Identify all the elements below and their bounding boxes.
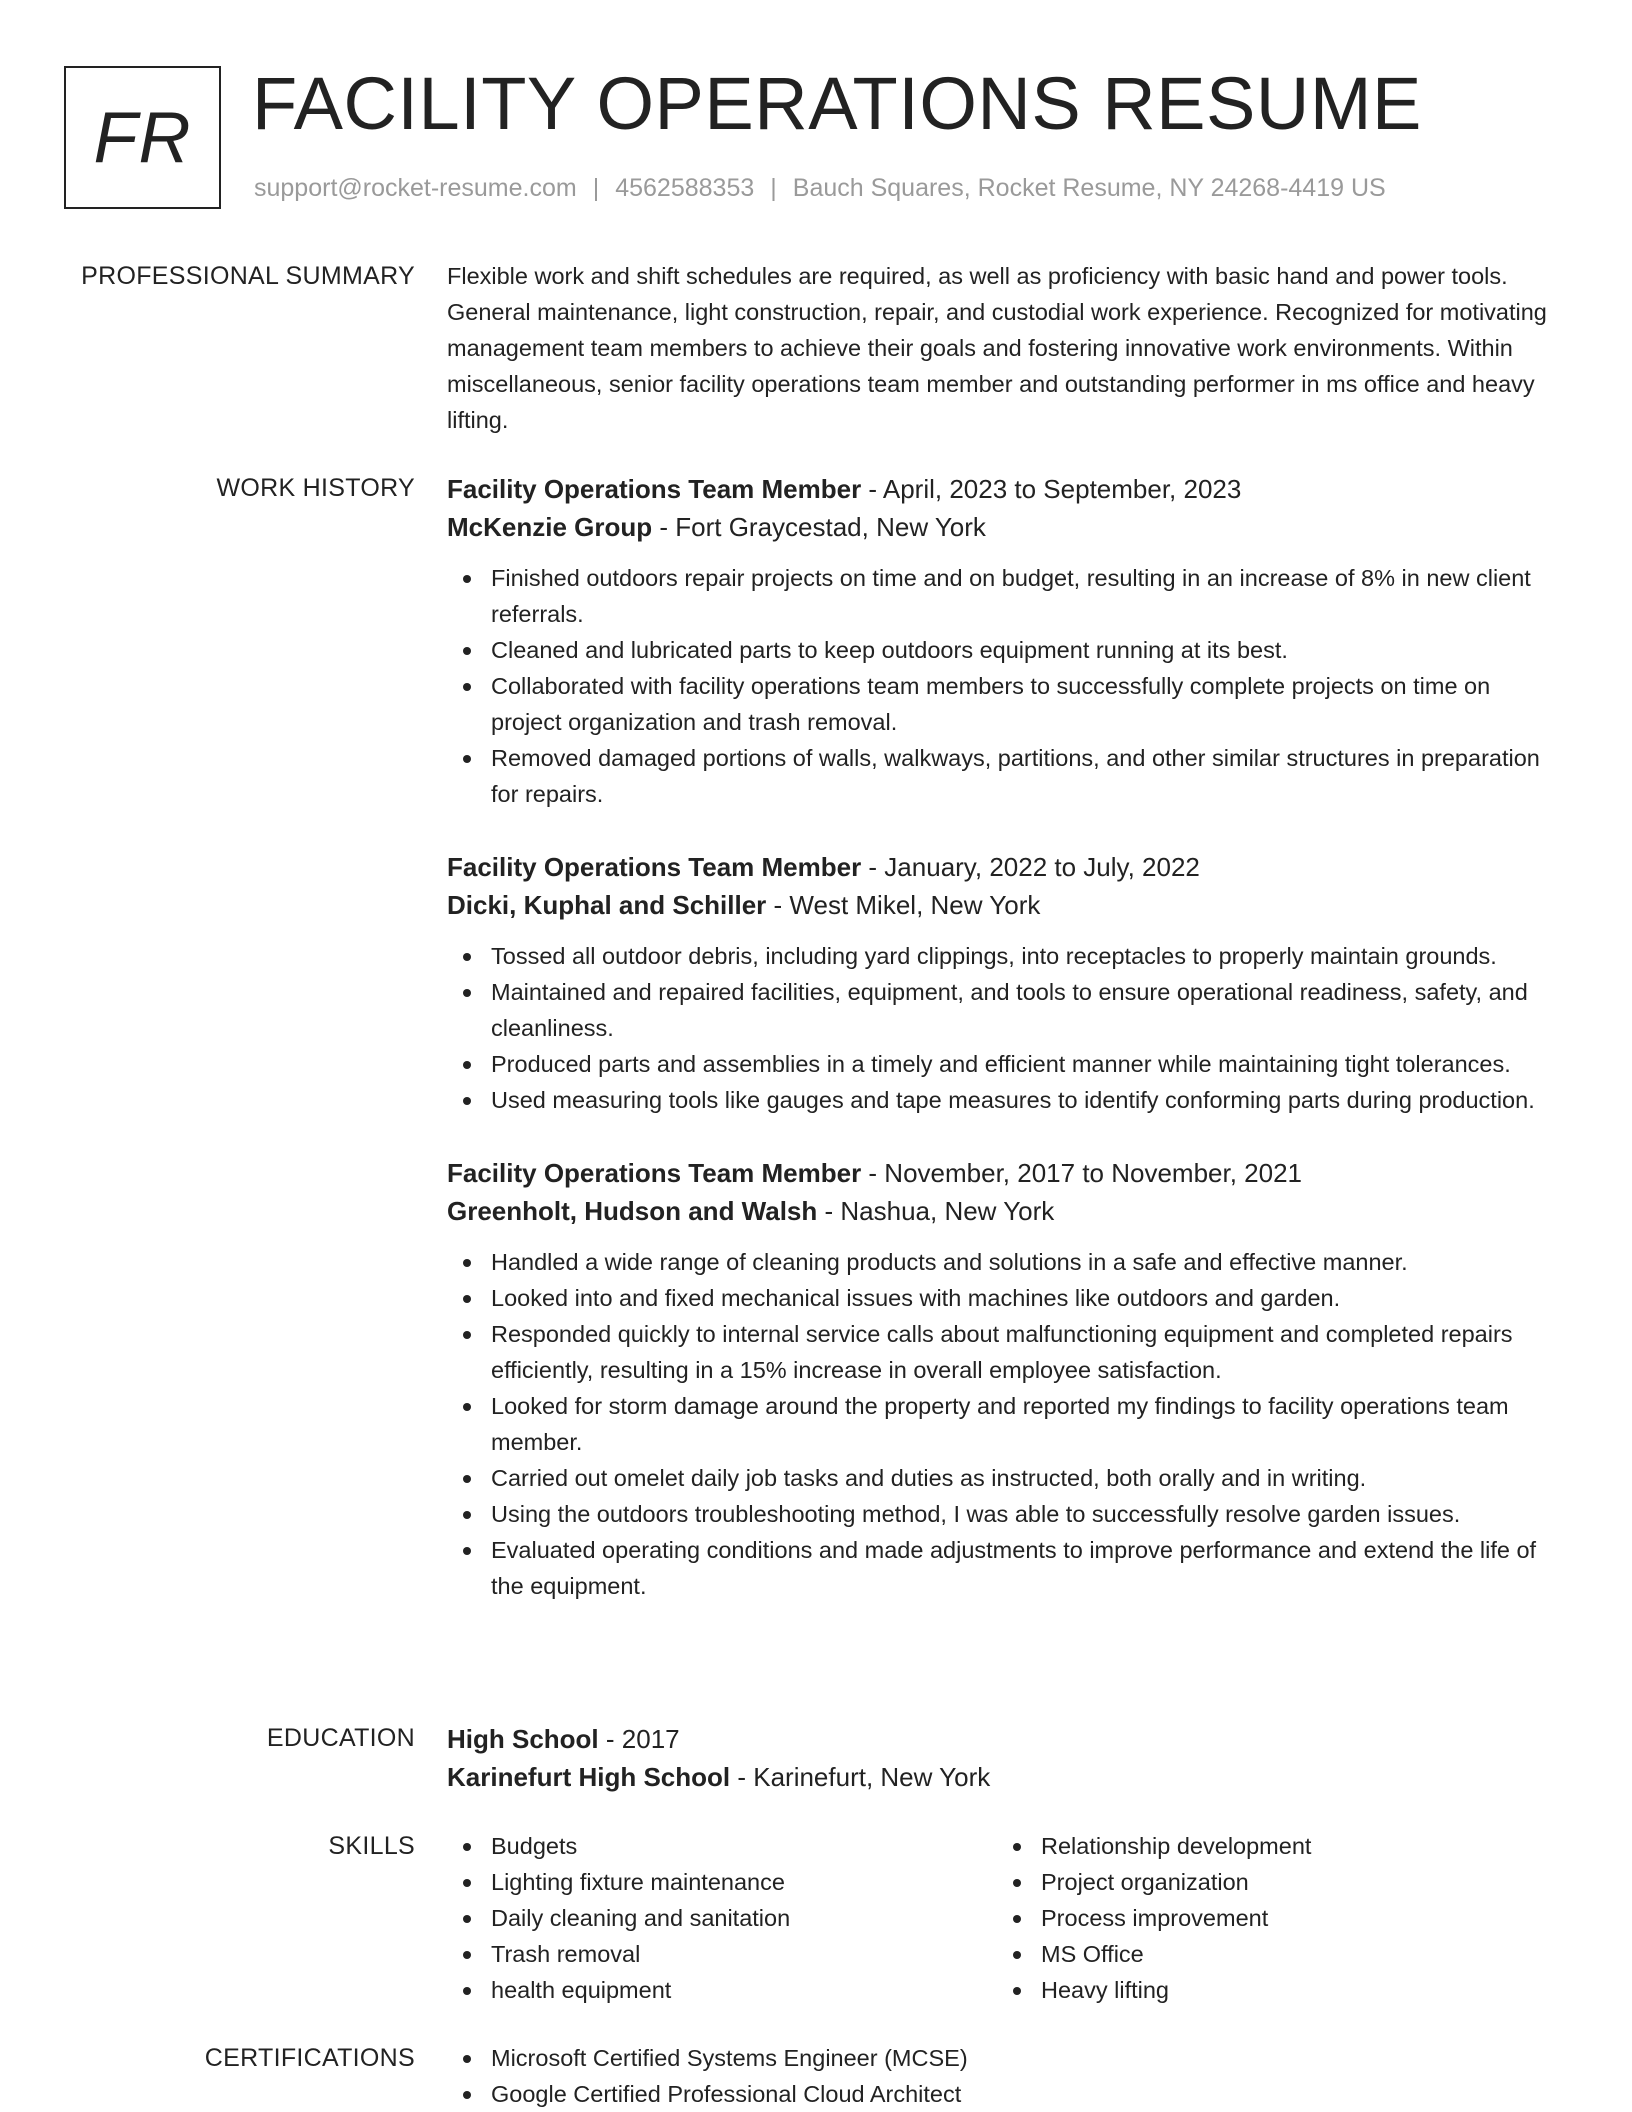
job-company-line [447,886,1567,924]
certification-item: Google Certified Professional Cloud Architect [447,2076,1567,2112]
skill-item: Trash removal [447,1936,997,1972]
list-item: Removed damaged portions of walls, walkways, partitions, and other similar structures in preparation for repairs. [447,740,1567,812]
contact-email: support@rocket-resume.com [254,174,577,202]
summary-text: Flexible work and shift schedules are required, as well as proficiency with basic hand and power tools. General maintenance, light construction, repair, and custodial work experience. Recognized for motivating management team members to achieve their goals and fostering innovative work environments. Within miscellaneous, senior facility operations team member and outstanding performer in ms office and heavy lifting. [447,263,1547,433]
job-location: - Nashua, New York [817,1196,1055,1226]
skills-grid [447,1828,1567,2008]
job-company: Greenholt, Hudson and Walsh [447,1196,818,1226]
job-company: Dicki, Kuphal and Schiller [447,890,767,920]
monogram: FR [64,66,221,209]
job-entry [447,470,1567,812]
resume-header [64,62,1564,216]
list-item: Cleaned and lubricated parts to keep outdoors equipment running at its best. [447,632,1567,668]
job-entry [447,848,1567,1118]
skill-item: Project organization [997,1864,1547,1900]
contact-separator: | [770,174,777,202]
skills-column-right [997,1828,1547,2008]
skill-item: Daily cleaning and sanitation [447,1900,997,1936]
skill-item: Process improvement [997,1900,1547,1936]
list-item: Looked for storm damage around the property and reported my findings to facility operations team member. [447,1388,1567,1460]
list-item: Finished outdoors repair projects on time and on budget, resulting in an increase of 8% in new client referrals. [447,560,1567,632]
contact-separator: | [592,174,600,202]
certifications-list [447,2040,1567,2112]
list-item: Tossed all outdoor debris, including yard clippings, into receptacles to properly maintain grounds. [447,938,1567,974]
list-item: Evaluated operating conditions and made adjustments to improve performance and extend the life of the equipment. [447,1532,1567,1604]
section-label: CERTIFICATIONS [204,2044,415,2072]
skill-item: Lighting fixture maintenance [447,1864,997,1900]
certification-item: Microsoft Certified Systems Engineer (MCSE) [447,2040,1567,2076]
list-item: Used measuring tools like gauges and tape measures to identify conforming parts during production. [447,1082,1567,1118]
job-title-line [447,1154,1567,1192]
job-bullets [447,938,1567,1118]
skill-item: Budgets [447,1828,997,1864]
job-company-line [447,1192,1567,1230]
job-title: Facility Operations Team Member [447,852,862,882]
list-item: Using the outdoors troubleshooting method, I was able to successfully resolve garden issues. [447,1496,1567,1532]
job-entry [447,1154,1567,1604]
section-label: PROFESSIONAL SUMMARY [81,262,415,290]
section-label: EDUCATION [266,1724,415,1752]
list-item: Handled a wide range of cleaning products and solutions in a safe and effective manner. [447,1244,1567,1280]
job-bullets [447,560,1567,812]
resume-title: FACILITY OPERATIONS RESUME [252,62,1422,145]
contact-phone: 4562588353 [615,174,755,202]
education-location: - Karinefurt, New York [730,1762,991,1792]
job-dates: - January, 2022 to July, 2022 [861,852,1200,882]
skill-item: Heavy lifting [997,1972,1547,2008]
job-title: Facility Operations Team Member [447,1158,862,1188]
contact-address: Bauch Squares, Rocket Resume, NY 24268-4419 US [792,174,1386,202]
skill-item: health equipment [447,1972,997,2008]
skills-section [0,1828,1632,2003]
skill-item: Relationship development [997,1828,1547,1864]
list-item: Maintained and repaired facilities, equipment, and tools to ensure operational readiness, safety, and cleanliness. [447,974,1567,1046]
list-item: Carried out omelet daily job tasks and duties as instructed, both orally and in writing. [447,1460,1567,1496]
list-item: Produced parts and assemblies in a timely and efficient manner while maintaining tight tolerances. [447,1046,1567,1082]
job-dates: - April, 2023 to September, 2023 [861,474,1242,504]
job-company-line [447,508,1567,546]
skills-column-left [447,1828,997,2008]
certifications-section [0,2040,1632,2107]
education-year: - 2017 [598,1724,680,1754]
list-item: Responded quickly to internal service calls about malfunctioning equipment and completed repairs efficiently, resulting in a 15% increase in overall employee satisfaction. [447,1316,1567,1388]
education-section [0,1720,1632,1792]
education-school-line [447,1758,1567,1796]
job-title: Facility Operations Team Member [447,474,862,504]
education-school: Karinefurt High School [447,1762,731,1792]
job-title-line [447,848,1567,886]
list-item: Looked into and fixed mechanical issues with machines like outdoors and garden. [447,1280,1567,1316]
section-label: WORK HISTORY [216,474,415,502]
education-degree: High School [447,1724,599,1754]
contact-row [254,174,1386,203]
section-label: SKILLS [328,1832,415,1860]
job-location: - West Mikel, New York [766,890,1041,920]
job-title-line [447,470,1567,508]
job-company: McKenzie Group [447,512,653,542]
work-history-section [0,470,1632,1599]
job-dates: - November, 2017 to November, 2021 [861,1158,1303,1188]
job-location: - Fort Graycestad, New York [652,512,986,542]
list-item: Collaborated with facility operations team members to successfully complete projects on time on project organization and trash removal. [447,668,1567,740]
summary-section [0,258,1632,433]
education-degree-line [447,1720,1567,1758]
job-bullets [447,1244,1567,1604]
skill-item: MS Office [997,1936,1547,1972]
